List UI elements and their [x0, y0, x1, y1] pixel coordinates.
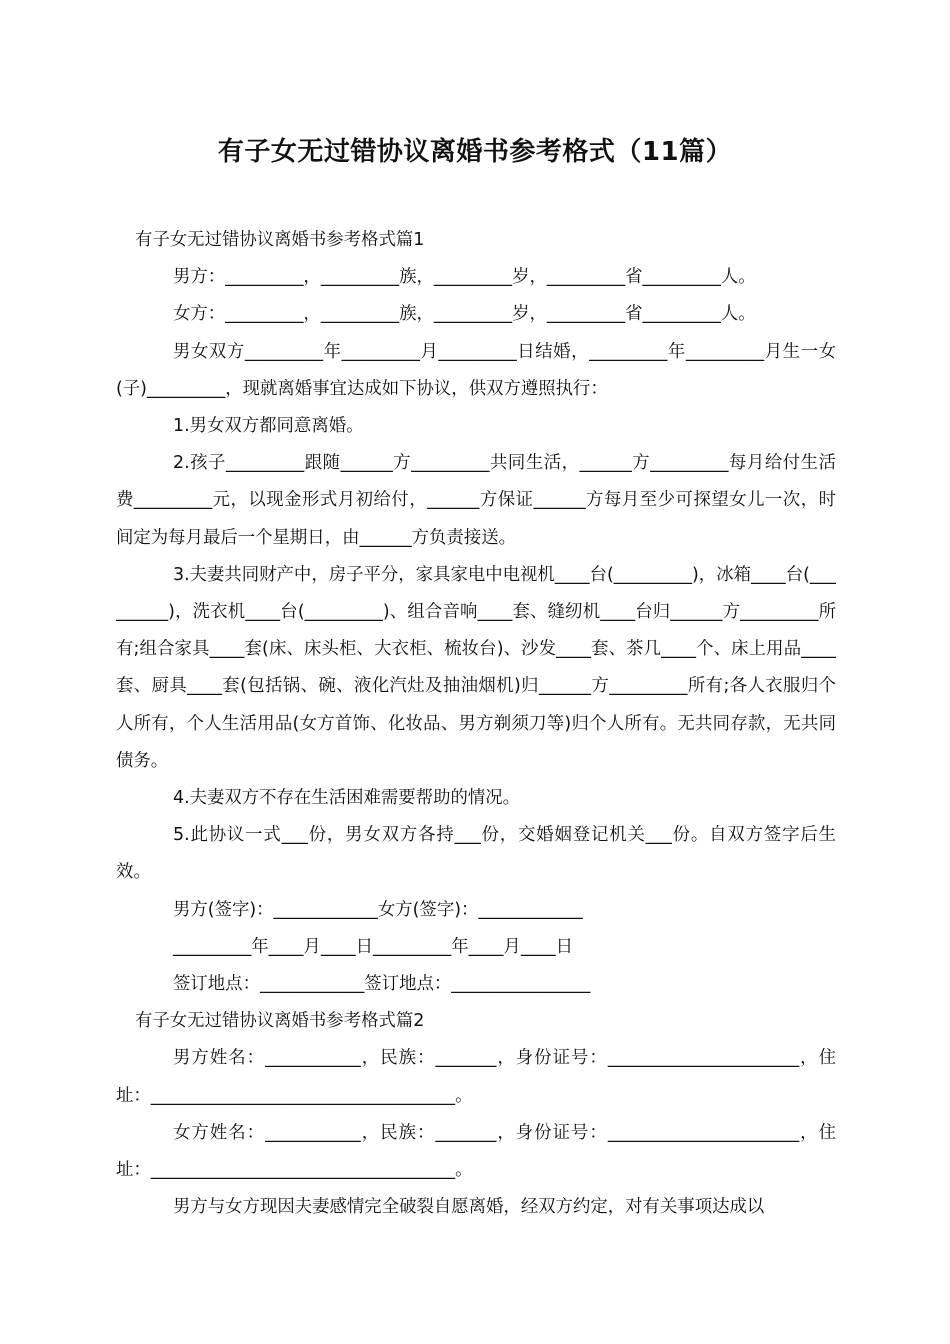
clause-2: 2.孩子_________跟随______方_________共同生活，______方_________每月给付生活费_________元，以现金形式月初给付，______方保证______方每月至少可探望女儿一次，时间定为每月最后一个星期日，由______方负责接送。	[116, 453, 836, 548]
section-heading-1: 有子女无过错协议离婚书参考格式篇1	[135, 230, 425, 250]
signature-line: 男方(签字)：____________女方(签字)：____________	[173, 899, 583, 920]
agreement-intro: 男方与女方现因夫妻感情完全破裂自愿离婚，经双方约定，对有关事项达成以	[173, 1197, 765, 1218]
clause-1: 1.男女双方都同意离婚。	[173, 416, 364, 437]
document-title: 有子女无过错协议离婚书参考格式（11篇）	[217, 137, 733, 167]
place-line: 签订地点：____________签订地点：________________	[173, 974, 591, 995]
section-heading-2: 有子女无过错协议离婚书参考格式篇2	[135, 1011, 425, 1032]
woman-details-paragraph: 女方姓名：___________，民族：_______，身份证号：______________________，住址：___________________________________。	[116, 1122, 836, 1181]
clause-5: 5.此协议一式___份，男女双方各持___份，交婚姻登记机关___份。自双方签字后生效。	[116, 825, 836, 883]
marriage-paragraph: 男女双方_________年_________月_________日结婚，_________年_________月生一女(子)_________，现就离婚事宜达成如下协议，供双方遵照执行：	[116, 341, 836, 399]
clause-4: 4.夫妻双方不存在生活困难需要帮助的情况。	[173, 788, 521, 809]
document-body	[116, 222, 836, 1226]
woman-info-line: 女方：_________，_________族，_________岁，_________省_________人。	[173, 304, 756, 325]
man-info-line: 男方：_________，_________族，_________岁，_________省_________人。	[173, 267, 756, 288]
man-details-paragraph: 男方姓名：___________，民族：_______，身份证号：______________________，住址：___________________________________。	[116, 1048, 836, 1106]
clause-3: 3.夫妻共同财产中，房子平分，家具家电中电视机____台(_________)，冰箱____台(_________)，洗衣机____台(_________)、组合音响____套、缝纫机____台归______方_________所有;组合家具____套(床、床头柜、大衣柜、梳妆台)、沙发____套、茶几____个、床上用品____套、厨具____套(包括锅、碗、液化汽灶及抽油烟机)归______方_________所有;各人衣服归个人所有，个人生活用品(女方首饰、化妆品、男方剃须刀等)归个人所有。无共同存款，无共同债务。	[116, 564, 836, 771]
date-line: _________年____月____日_________年____月____日	[173, 936, 573, 957]
